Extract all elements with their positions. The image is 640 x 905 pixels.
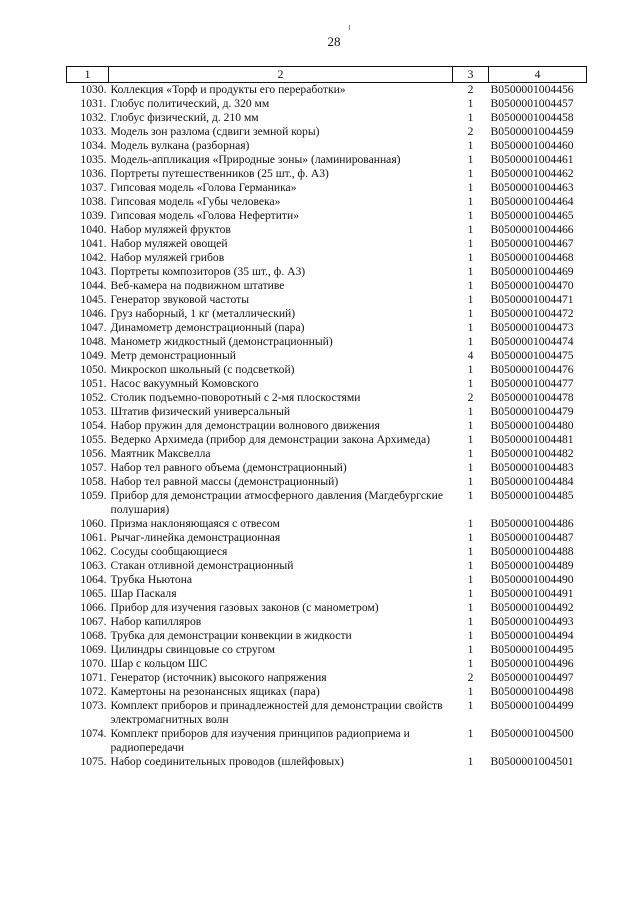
- table-row: [67, 685, 587, 699]
- item-name: Модель вулкана (разборная): [110, 139, 250, 152]
- item-quantity: 1: [467, 209, 474, 222]
- item-quantity: 1: [467, 195, 474, 208]
- item-quantity: 1: [467, 377, 474, 390]
- table-row: [67, 587, 587, 601]
- item-quantity: 2: [467, 83, 474, 96]
- row-number: 1068.: [80, 629, 107, 642]
- inventory-code: B0500001004475: [490, 349, 574, 362]
- row-number: 1047.: [80, 321, 107, 334]
- item-name: Шар с кольцом ШС: [110, 657, 208, 670]
- inventory-code: B0500001004480: [490, 419, 574, 432]
- item-name: Модель зон разлома (сдвиги земной коры): [110, 125, 320, 138]
- header-col-2: 2: [109, 67, 453, 83]
- row-number: 1058.: [80, 475, 107, 488]
- table-row: [67, 251, 587, 265]
- table-row: [67, 545, 587, 559]
- inventory-code: B0500001004458: [490, 111, 574, 124]
- inventory-code: B0500001004499: [490, 699, 574, 712]
- item-quantity: 1: [467, 237, 474, 250]
- item-name: Метр демонстрационный: [110, 349, 236, 362]
- table-row: [67, 475, 587, 489]
- item-quantity: 1: [467, 181, 474, 194]
- inventory-code: B0500001004471: [490, 293, 574, 306]
- header-col-4: 4: [489, 67, 587, 83]
- inventory-code: B0500001004486: [490, 517, 574, 530]
- row-number: 1051.: [80, 377, 107, 390]
- item-quantity: 1: [467, 657, 474, 670]
- item-name: Штатив физический универсальный: [110, 405, 291, 418]
- item-name: Набор соединительных проводов (шлейфовых): [110, 755, 344, 768]
- table-row: [67, 671, 587, 685]
- item-name: Набор тел равного объема (демонстрационный): [110, 461, 347, 474]
- inventory-code: B0500001004482: [490, 447, 574, 460]
- table-row: [67, 181, 587, 195]
- item-quantity: 1: [467, 755, 474, 768]
- table-row: [67, 405, 587, 419]
- inventory-code: B0500001004494: [490, 629, 574, 642]
- inventory-code: B0500001004485: [490, 489, 574, 502]
- item-quantity: 1: [467, 293, 474, 306]
- table-header-row: [67, 67, 587, 83]
- row-number: 1074.: [80, 727, 107, 740]
- item-name: Трубка Ньютона: [110, 573, 193, 586]
- table-row: [67, 517, 587, 531]
- item-quantity: 1: [467, 545, 474, 558]
- table-row: [67, 433, 587, 447]
- table-row: [67, 279, 587, 293]
- table-body: [67, 83, 587, 770]
- inventory-code: B0500001004456: [490, 83, 574, 96]
- table-row: [67, 727, 587, 755]
- table-row: [67, 629, 587, 643]
- table-row: [67, 699, 587, 727]
- row-number: 1057.: [80, 461, 107, 474]
- header-col-3: 3: [453, 67, 489, 83]
- item-quantity: 1: [467, 321, 474, 334]
- table-row: [67, 419, 587, 433]
- row-number: 1041.: [80, 237, 107, 250]
- row-number: 1045.: [80, 293, 107, 306]
- row-number: 1067.: [80, 615, 107, 628]
- item-quantity: 1: [467, 643, 474, 656]
- inventory-code: B0500001004473: [490, 321, 574, 334]
- table-row: [67, 601, 587, 615]
- table-row: [67, 111, 587, 125]
- item-name: Ведерко Архимеда (прибор для демонстрации закона Архимеда): [110, 433, 431, 446]
- inventory-code: B0500001004461: [490, 153, 574, 166]
- table-row: [67, 153, 587, 167]
- item-name: Генератор (источник) высокого напряжения: [110, 671, 327, 684]
- item-name: Гипсовая модель «Голова Германика»: [110, 181, 297, 194]
- item-name: Прибор для демонстрации атмосферного давления (Магдебургские полушария): [110, 489, 444, 516]
- inventory-code: B0500001004492: [490, 601, 574, 614]
- item-quantity: 1: [467, 699, 474, 712]
- inventory-code: B0500001004483: [490, 461, 574, 474]
- row-number: 1075.: [80, 755, 107, 768]
- inventory-code: B0500001004460: [490, 139, 574, 152]
- item-quantity: 1: [467, 601, 474, 614]
- row-number: 1053.: [80, 405, 107, 418]
- table-row: [67, 643, 587, 657]
- table-row: [67, 335, 587, 349]
- table-row: [67, 391, 587, 405]
- item-quantity: 1: [467, 223, 474, 236]
- table-row: [67, 461, 587, 475]
- item-quantity: 1: [467, 685, 474, 698]
- item-name: Цилиндры свинцовые со стругом: [110, 643, 276, 656]
- item-name: Глобус физический, д. 210 мм: [110, 111, 259, 124]
- item-name: Веб-камера на подвижном штативе: [110, 279, 285, 292]
- table-header: [67, 67, 587, 83]
- inventory-code: B0500001004465: [490, 209, 574, 222]
- item-quantity: 2: [467, 671, 474, 684]
- table-row: [67, 97, 587, 111]
- inventory-code: B0500001004464: [490, 195, 574, 208]
- row-number: 1043.: [80, 265, 107, 278]
- inventory-code: B0500001004489: [490, 559, 574, 572]
- row-number: 1048.: [80, 335, 107, 348]
- row-number: 1060.: [80, 517, 107, 530]
- row-number: 1063.: [80, 559, 107, 572]
- item-quantity: 1: [467, 307, 474, 320]
- row-number: 1040.: [80, 223, 107, 236]
- item-name: Набор муляжей фруктов: [110, 223, 231, 236]
- item-name: Коллекция «Торф и продукты его переработки»: [110, 83, 346, 96]
- inventory-code: B0500001004459: [490, 125, 574, 138]
- item-quantity: 1: [467, 419, 474, 432]
- item-quantity: 1: [467, 615, 474, 628]
- inventory-code: B0500001004469: [490, 265, 574, 278]
- table-row: [67, 321, 587, 335]
- item-name: Набор муляжей грибов: [110, 251, 225, 264]
- row-number: 1046.: [80, 307, 107, 320]
- row-number: 1072.: [80, 685, 107, 698]
- table-row: [67, 559, 587, 573]
- table-row: [67, 167, 587, 181]
- row-number: 1071.: [80, 671, 107, 684]
- header-col-1: 1: [67, 67, 109, 83]
- inventory-code: B0500001004493: [490, 615, 574, 628]
- inventory-code: B0500001004476: [490, 363, 574, 376]
- item-name: Комплект приборов и принадлежностей для демонстрации свойств электромагнитных волн: [110, 699, 443, 726]
- item-quantity: 1: [467, 475, 474, 488]
- row-number: 1061.: [80, 531, 107, 544]
- item-quantity: 1: [467, 153, 474, 166]
- inventory-code: B0500001004479: [490, 405, 574, 418]
- item-name: Набор капилляров: [110, 615, 202, 628]
- item-name: Набор муляжей овощей: [110, 237, 228, 250]
- inventory-code: B0500001004478: [490, 391, 574, 404]
- row-number: 1035.: [80, 153, 107, 166]
- row-number: 1038.: [80, 195, 107, 208]
- table-row: [67, 615, 587, 629]
- row-number: 1056.: [80, 447, 107, 460]
- item-quantity: 1: [467, 727, 474, 740]
- item-quantity: 2: [467, 391, 474, 404]
- item-quantity: 1: [467, 433, 474, 446]
- item-name: Гипсовая модель «Губы человека»: [110, 195, 281, 208]
- table-row: [67, 755, 587, 769]
- row-number: 1065.: [80, 587, 107, 600]
- table-row: [67, 293, 587, 307]
- row-number: 1050.: [80, 363, 107, 376]
- row-number: 1037.: [80, 181, 107, 194]
- item-quantity: 1: [467, 265, 474, 278]
- table-row: [67, 489, 587, 517]
- equipment-table: [66, 66, 587, 769]
- inventory-code: B0500001004462: [490, 167, 574, 180]
- inventory-code: B0500001004466: [490, 223, 574, 236]
- table-row: [67, 531, 587, 545]
- item-name: Манометр жидкостный (демонстрационный): [110, 335, 333, 348]
- table-row: [67, 195, 587, 209]
- inventory-code: B0500001004481: [490, 433, 574, 446]
- item-name: Динамометр демонстрационный (пара): [110, 321, 305, 334]
- item-name: Набор тел равной массы (демонстрационный): [110, 475, 339, 488]
- item-name: Маятник Максвелла: [110, 447, 211, 460]
- inventory-code: B0500001004472: [490, 307, 574, 320]
- table-row: [67, 573, 587, 587]
- inventory-code: B0500001004497: [490, 671, 574, 684]
- item-quantity: 1: [467, 629, 474, 642]
- item-quantity: 1: [467, 461, 474, 474]
- item-name: Прибор для изучения газовых законов (с манометром): [110, 601, 379, 614]
- table-row: [67, 447, 587, 461]
- item-name: Камертоны на резонансных ящиках (пара): [110, 685, 320, 698]
- row-number: 1042.: [80, 251, 107, 264]
- table-row: [67, 139, 587, 153]
- item-quantity: 1: [467, 363, 474, 376]
- row-number: 1062.: [80, 545, 107, 558]
- inventory-code: B0500001004474: [490, 335, 574, 348]
- inventory-code: B0500001004491: [490, 587, 574, 600]
- inventory-code: B0500001004457: [490, 97, 574, 110]
- item-name: Трубка для демонстрации конвекции в жидкости: [110, 629, 352, 642]
- row-number: 1070.: [80, 657, 107, 670]
- item-name: Призма наклоняющаяся с отвесом: [110, 517, 280, 530]
- item-quantity: 1: [467, 97, 474, 110]
- item-quantity: 1: [467, 531, 474, 544]
- row-number: 1030.: [80, 83, 107, 96]
- item-name: Стакан отливной демонстрационный: [110, 559, 294, 572]
- inventory-code: B0500001004470: [490, 279, 574, 292]
- item-quantity: 1: [467, 559, 474, 572]
- row-number: 1073.: [80, 699, 107, 712]
- item-name: Глобус политический, д. 320 мм: [110, 97, 270, 110]
- item-quantity: 1: [467, 489, 474, 502]
- item-quantity: 1: [467, 167, 474, 180]
- table-row: [67, 125, 587, 139]
- item-name: Набор пружин для демонстрации волнового движения: [110, 419, 380, 432]
- table-row: [67, 209, 587, 223]
- item-name: Микроскоп школьный (с подсветкой): [110, 363, 295, 376]
- inventory-code: B0500001004487: [490, 531, 574, 544]
- row-number: 1052.: [80, 391, 107, 404]
- item-quantity: 1: [467, 335, 474, 348]
- inventory-code: B0500001004477: [490, 377, 574, 390]
- page-number: 28: [327, 34, 341, 49]
- item-name: Модель-аппликация «Природные зоны» (ламинированная): [110, 153, 401, 166]
- table-row: [67, 83, 587, 98]
- inventory-code: B0500001004467: [490, 237, 574, 250]
- row-number: 1033.: [80, 125, 107, 138]
- item-name: Столик подъемно-поворотный с 2-мя плоскостями: [110, 391, 361, 404]
- item-name: Портреты композиторов (35 шт., ф. А3): [110, 265, 306, 278]
- item-name: Гипсовая модель «Голова Нефертити»: [110, 209, 299, 222]
- row-number: 1032.: [80, 111, 107, 124]
- item-quantity: 2: [467, 125, 474, 138]
- item-quantity: 4: [467, 349, 474, 362]
- item-quantity: 1: [467, 573, 474, 586]
- row-number: 1034.: [80, 139, 107, 152]
- row-number: 1066.: [80, 601, 107, 614]
- item-name: Генератор звуковой частоты: [110, 293, 249, 306]
- inventory-code: B0500001004488: [490, 545, 574, 558]
- row-number: 1054.: [80, 419, 107, 432]
- row-number: 1059.: [80, 489, 107, 502]
- inventory-code: B0500001004501: [490, 755, 574, 768]
- table-row: [67, 349, 587, 363]
- item-name: Шар Паскаля: [110, 587, 177, 600]
- row-number: 1055.: [80, 433, 107, 446]
- inventory-code: B0500001004463: [490, 181, 574, 194]
- row-number: 1031.: [80, 97, 107, 110]
- item-quantity: 1: [467, 139, 474, 152]
- inventory-code: B0500001004495: [490, 643, 574, 656]
- item-quantity: 1: [467, 111, 474, 124]
- row-number: 1036.: [80, 167, 107, 180]
- item-name: Рычаг-линейка демонстрационная: [110, 531, 281, 544]
- row-number: 1039.: [80, 209, 107, 222]
- item-name: Портреты путешественников (25 шт., ф. А3): [110, 167, 329, 180]
- table-row: [67, 307, 587, 321]
- inventory-code: B0500001004498: [490, 685, 574, 698]
- item-quantity: 1: [467, 405, 474, 418]
- inventory-code: B0500001004496: [490, 657, 574, 670]
- item-quantity: 1: [467, 517, 474, 530]
- row-number: 1049.: [80, 349, 107, 362]
- page-tick-mark: [349, 25, 350, 30]
- row-number: 1064.: [80, 573, 107, 586]
- item-quantity: 1: [467, 279, 474, 292]
- inventory-code: B0500001004500: [490, 727, 574, 740]
- table-row: [67, 377, 587, 391]
- item-quantity: 1: [467, 251, 474, 264]
- table-row: [67, 363, 587, 377]
- inventory-code: B0500001004484: [490, 475, 574, 488]
- row-number: 1044.: [80, 279, 107, 292]
- table-row: [67, 265, 587, 279]
- item-name: Груз наборный, 1 кг (металлический): [110, 307, 296, 320]
- table-row: [67, 223, 587, 237]
- item-quantity: 1: [467, 587, 474, 600]
- table-row: [67, 657, 587, 671]
- inventory-code: B0500001004468: [490, 251, 574, 264]
- row-number: 1069.: [80, 643, 107, 656]
- item-name: Комплект приборов для изучения принципов радиоприема и радиопередачи: [110, 727, 410, 754]
- item-quantity: 1: [467, 447, 474, 460]
- table-row: [67, 237, 587, 251]
- item-name: Насос вакуумный Комовского: [110, 377, 259, 390]
- item-name: Сосуды сообщающиеся: [110, 545, 228, 558]
- inventory-code: B0500001004490: [490, 573, 574, 586]
